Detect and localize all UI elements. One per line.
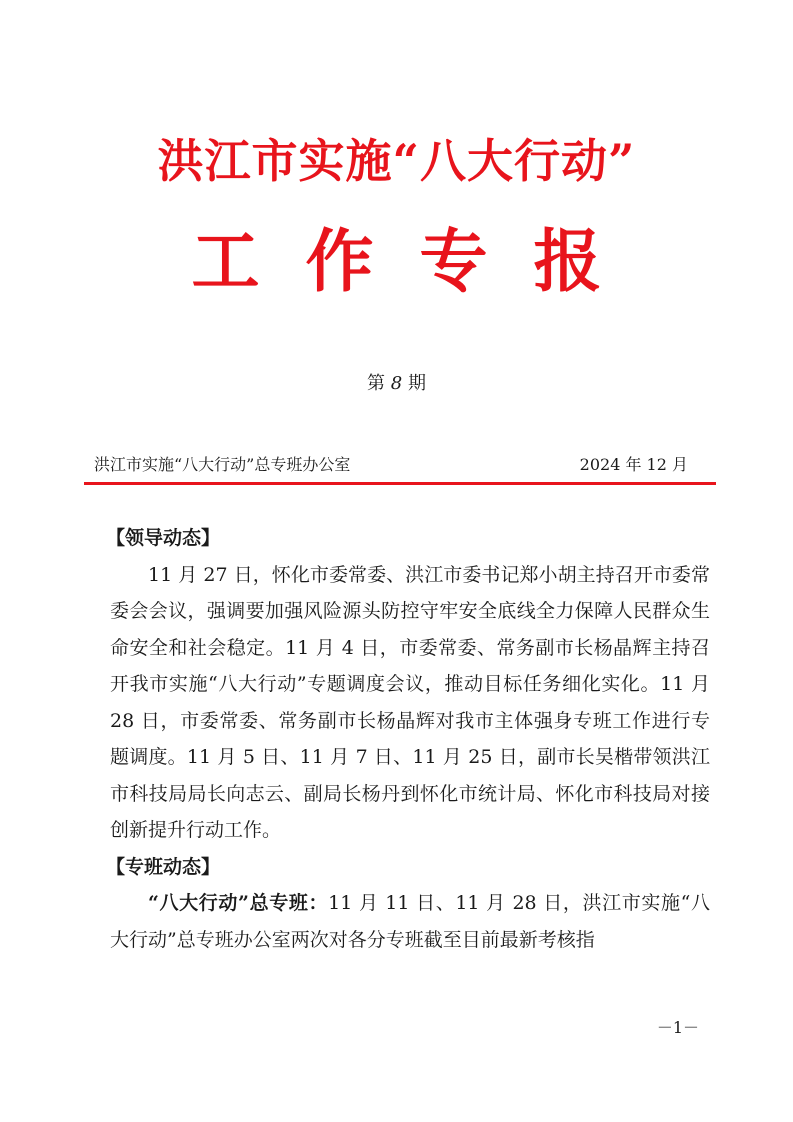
taskforce-lead: “八大行动”总专班： [148,892,329,914]
section-title-taskforce: 【专班动态】 [106,855,221,878]
red-divider [84,482,716,485]
masthead-info [84,452,716,478]
issue-num: 8 [390,373,403,394]
page-number: －1－ [656,1018,699,1037]
report-title-line1: 洪江市实施“八大行动” [157,134,636,188]
report-title-line2: 工作专报 [191,222,648,302]
issuing-office: 洪江市实施“八大行动”总专班办公室 [94,455,351,474]
issue-date: 2024 年 12 月 [579,455,688,474]
taskforce-text: 11 月 11 日、11 月 28 日，洪江市实施“八大行动”总专班办公室两次对各分专班截至目前最新考核指 [110,892,710,951]
issue-number [0,371,793,397]
taskforce-paragraph [110,885,710,958]
section-title-leadership: 【领导动态】 [106,527,221,549]
issue-prefix: 第 [367,373,386,394]
leadership-paragraph: 11 月 27 日，怀化市委常委、洪江市委书记郑小胡主持召开市委常委会会议，强调要加强风险源头防控守牢安全底线全力保障人民群众生命安全和社会稳定。11 月 4 日，市委常委、常务副市长杨晶辉主持召开我市实施“八大行动”专题调度会议，推动目标任务细化实化。11 月 28 日，市委常委、常务副市长杨晶辉对我市主体强身专班工作进行专题调度。11 月 5 日、11 月 7 日、11 月 25 日，副市长吴楷带领洪江市科技局局长向志云、副局长杨丹到怀化市统计局、怀化市科技局对接创新提升行动工作。 [110,563,710,841]
document-body [106,520,710,958]
issue-suffix: 期 [407,373,426,394]
